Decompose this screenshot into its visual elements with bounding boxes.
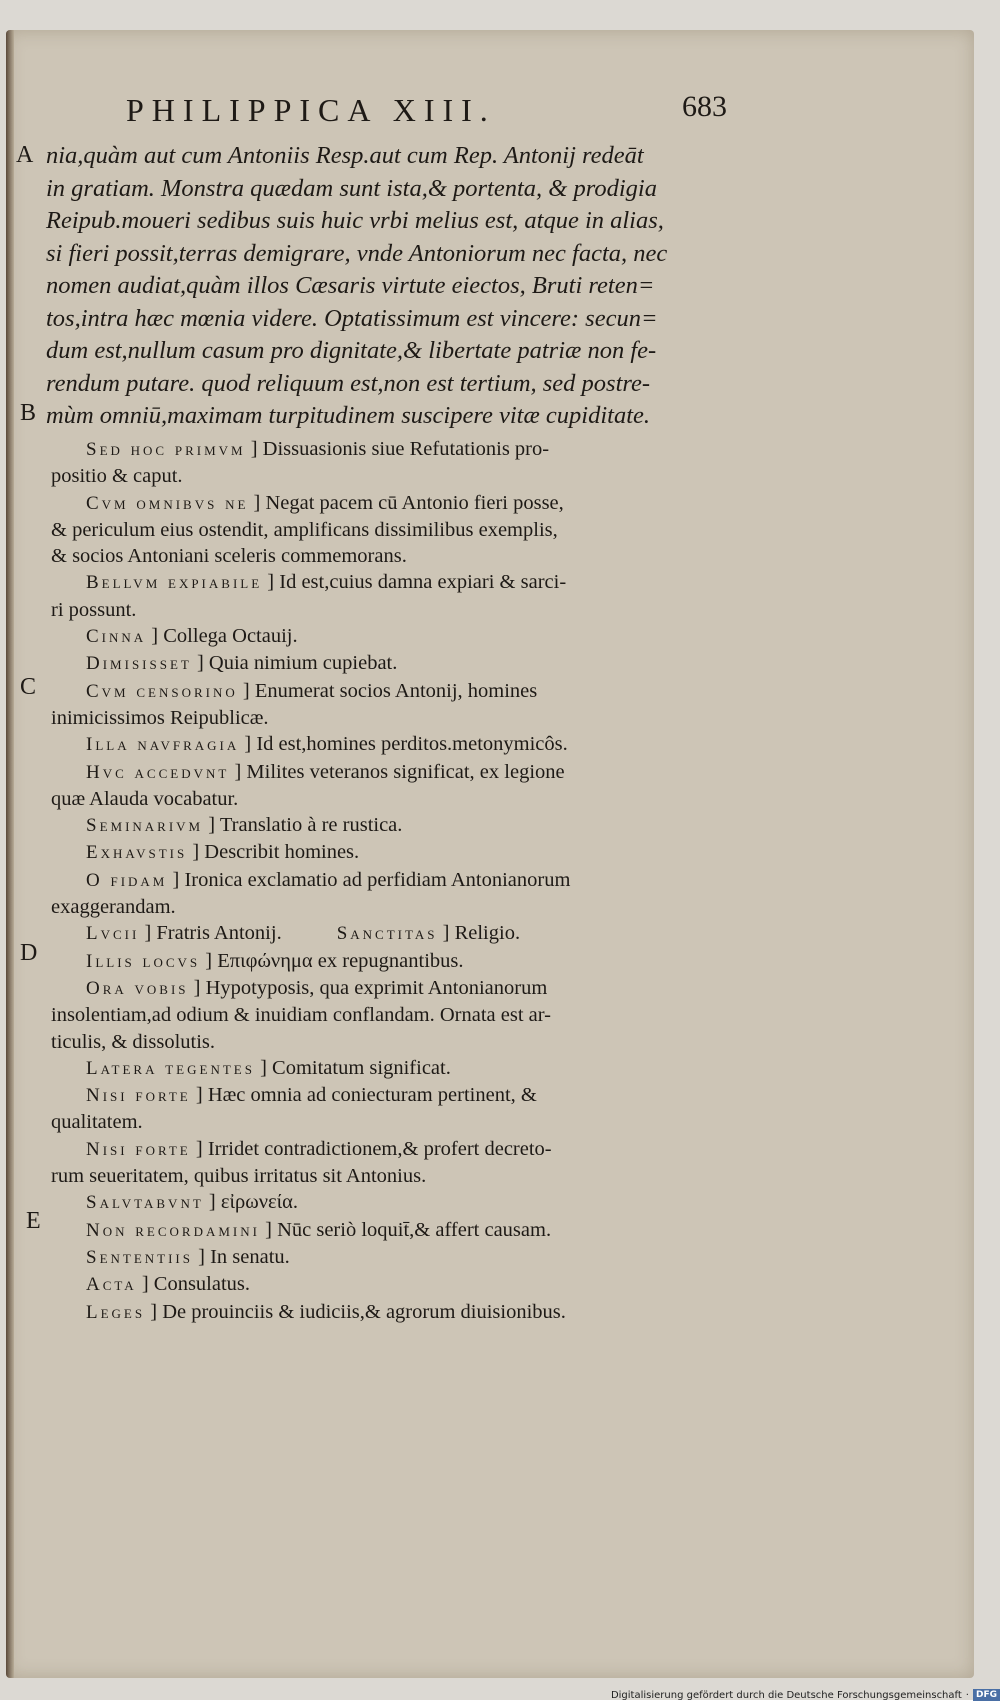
note-entry bbox=[51, 839, 741, 866]
note-line bbox=[51, 786, 741, 812]
note-lemma: Nisi forte bbox=[86, 1138, 191, 1160]
book-page bbox=[6, 30, 974, 1678]
note-line bbox=[51, 812, 741, 839]
note-text: Id est,cuius damna expiari & sarci- bbox=[279, 571, 567, 594]
note-lemma: Sanctitas bbox=[336, 923, 438, 945]
note-text: De prouinciis & iudiciis,& agrorum diuisionibus. bbox=[162, 1300, 566, 1323]
note-entry bbox=[51, 1217, 741, 1244]
main-text-block bbox=[46, 140, 736, 433]
lemma-bracket: ] bbox=[239, 733, 257, 756]
note-text: Fratris Antonij. bbox=[156, 922, 282, 945]
note-lemma: Sed hoc primvm bbox=[86, 439, 246, 460]
note-lemma: Latera tegentes bbox=[86, 1057, 255, 1079]
note-line bbox=[51, 569, 741, 596]
note-text: exaggerandam. bbox=[51, 896, 176, 919]
note-lemma: Bellvm expiabile bbox=[86, 572, 263, 594]
note-lemma: Illa navfragia bbox=[86, 734, 240, 756]
note-text: Consulatus. bbox=[153, 1273, 251, 1296]
note-lemma: Lvcii bbox=[86, 923, 140, 945]
note-entry bbox=[51, 1244, 741, 1271]
note-text: & periculum eius ostendit, amplificans dissimilibus exemplis, bbox=[51, 518, 558, 541]
digitization-footer: Digitalisierung gefördert durch die Deutsche Forschungsgemeinschaft · DFG bbox=[611, 1687, 1000, 1703]
note-line bbox=[51, 678, 741, 705]
note-entry bbox=[51, 436, 741, 490]
note-line bbox=[51, 867, 741, 894]
note-text: In senatu. bbox=[210, 1245, 290, 1268]
note-lemma: Cvm censorino bbox=[86, 680, 238, 702]
note-line bbox=[51, 650, 741, 677]
note-line bbox=[51, 1217, 741, 1244]
main-text-line: tos,intra hæc mœnia videre. Optatissimum est vincere: secun= bbox=[46, 304, 658, 332]
note-lemma: Exhavstis bbox=[86, 842, 188, 864]
main-text-line: nia,quàm aut cum Antoniis Resp.aut cum Rep. Antonij redeāt bbox=[46, 142, 644, 169]
main-text-line: Reipub.moueri sedibus suis huic vrbi melius est, atque in alias, bbox=[46, 207, 664, 234]
note-entry bbox=[51, 759, 741, 813]
note-text: qualitatem. bbox=[51, 1111, 143, 1134]
note-line bbox=[51, 543, 741, 569]
note-line bbox=[51, 1002, 741, 1028]
note-entry bbox=[51, 920, 741, 947]
note-entry bbox=[51, 1136, 741, 1190]
note-lemma: Ora vobis bbox=[86, 977, 189, 999]
note-line bbox=[51, 1189, 741, 1216]
note-line bbox=[51, 517, 741, 543]
note-lemma: O fidam bbox=[86, 869, 168, 891]
main-text-line: dum est,nullum casum pro dignitate,& libertate patriæ non fe- bbox=[46, 337, 657, 364]
note-text: rum seueritatem, quibus irritatus sit Antonius. bbox=[51, 1165, 427, 1188]
lemma-bracket: ] bbox=[259, 1218, 278, 1241]
note-text: positio & caput. bbox=[51, 465, 183, 488]
note-text: insolentiam,ad odium & inuidiam conflandam. Ornata est ar- bbox=[51, 1004, 551, 1027]
note-line bbox=[51, 1109, 741, 1135]
lemma-bracket: ] bbox=[248, 491, 266, 514]
note-text: Id est,homines perditos.metonymicôs. bbox=[256, 733, 568, 756]
note-line bbox=[51, 1029, 741, 1055]
main-text-line: si fieri possit,terras demigrare, vnde Antoniorum nec facta, nec bbox=[46, 239, 668, 267]
commentary-notes bbox=[51, 436, 741, 1326]
note-text: Negat pacem cū Antonio fieri posse, bbox=[265, 491, 564, 514]
note-lemma: Cinna bbox=[86, 626, 147, 648]
note-text: Επιφώνημα ex repugnantibus. bbox=[217, 949, 464, 972]
note-entry bbox=[51, 678, 741, 732]
note-text: ri possunt. bbox=[51, 598, 137, 621]
note-text: Comitatum significat. bbox=[272, 1056, 451, 1079]
lemma-bracket: ] bbox=[190, 1084, 208, 1107]
note-line bbox=[51, 731, 741, 758]
running-header: PHILIPPICA XIII. bbox=[126, 92, 496, 128]
lemma-bracket: ] bbox=[254, 1056, 273, 1079]
note-line bbox=[51, 1136, 741, 1163]
note-entry bbox=[51, 948, 741, 975]
lemma-bracket: ] bbox=[136, 1273, 154, 1296]
margin-letter-b: B bbox=[20, 400, 37, 426]
lemma-bracket: ] bbox=[145, 1300, 163, 1323]
main-text-line: rendum putare. quod reliquum est,non est tertium, sed postre- bbox=[46, 369, 651, 397]
lemma-bracket: ] bbox=[191, 652, 209, 675]
note-text: εἰρωνεία. bbox=[220, 1191, 298, 1214]
note-lemma: Acta bbox=[86, 1274, 137, 1296]
note-entry bbox=[51, 623, 741, 650]
note-entry bbox=[51, 1082, 741, 1136]
note-line bbox=[51, 975, 741, 1002]
note-text: Translatio à re rustica. bbox=[219, 814, 403, 837]
note-entry bbox=[51, 1189, 741, 1216]
note-text: inimicissimos Reipublicæ. bbox=[51, 706, 269, 729]
lemma-bracket: ] bbox=[187, 841, 205, 864]
lemma-bracket: ] bbox=[167, 868, 185, 891]
note-line bbox=[51, 597, 741, 623]
note-text: Describit homines. bbox=[204, 841, 360, 864]
note-text: ticulis, & dissolutis. bbox=[51, 1030, 216, 1053]
lemma-bracket: ] bbox=[188, 976, 206, 999]
lemma-bracket: ] bbox=[437, 922, 455, 945]
note-entry bbox=[51, 1271, 741, 1298]
main-text-line: mùm omniū,maximam turpitudinem suscipere vitæ cupiditate. bbox=[46, 402, 651, 429]
note-text: Milites veteranos significat, ex legione bbox=[246, 760, 565, 783]
note-text: Religio. bbox=[454, 922, 521, 945]
margin-letter-e: E bbox=[26, 1208, 41, 1234]
note-text: Hæc omnia ad coniecturam pertinent, & bbox=[207, 1084, 537, 1107]
note-line bbox=[51, 1244, 741, 1271]
page-number: 683 bbox=[682, 90, 727, 123]
note-text: Irridet contradictionem,& profert decreto- bbox=[207, 1137, 552, 1160]
note-lemma: Sententiis bbox=[86, 1246, 193, 1268]
note-line bbox=[51, 1271, 741, 1298]
note-line bbox=[51, 1163, 741, 1189]
note-text: Nūc seriò loquit̄,& affert causam. bbox=[277, 1218, 552, 1241]
margin-letter-d: D bbox=[20, 940, 38, 966]
note-line bbox=[51, 1299, 741, 1326]
note-lemma: Seminarivm bbox=[86, 815, 204, 837]
note-text: Dissuasionis siue Refutationis pro- bbox=[262, 438, 550, 460]
note-lemma: Nisi forte bbox=[86, 1085, 191, 1107]
main-text-line: in gratiam. Monstra quædam sunt ista,& portenta, & prodigia bbox=[46, 174, 657, 202]
lemma-bracket: ] bbox=[139, 922, 157, 945]
lemma-bracket: ] bbox=[190, 1137, 208, 1160]
note-text: Ironica exclamatio ad perfidiam Antonianorum bbox=[184, 868, 571, 891]
margin-letter-c: C bbox=[20, 674, 37, 700]
note-text: Quia nimium cupiebat. bbox=[208, 652, 398, 675]
note-line bbox=[51, 759, 741, 786]
note-line bbox=[51, 490, 741, 517]
lemma-bracket: ] bbox=[203, 1191, 221, 1214]
lemma-bracket: ] bbox=[200, 949, 218, 972]
note-line bbox=[51, 920, 741, 947]
main-text-line: nomen audiat,quàm illos Cæsaris virtute eiectos, Bruti reten= bbox=[46, 272, 655, 299]
note-line bbox=[51, 463, 741, 489]
page-text bbox=[6, 30, 974, 1678]
note-line bbox=[51, 436, 741, 463]
note-lemma: Illis locvs bbox=[86, 950, 201, 972]
lemma-bracket: ] bbox=[237, 679, 255, 702]
note-line bbox=[51, 1082, 741, 1109]
note-entry bbox=[51, 812, 741, 839]
note-entry bbox=[51, 731, 741, 758]
note-lemma: Cvm omnibvs ne bbox=[86, 492, 249, 514]
margin-letter-a: A bbox=[16, 142, 34, 168]
note-text: Hypotyposis, qua exprimit Antonianorum bbox=[205, 976, 548, 999]
note-line bbox=[51, 894, 741, 920]
note-lemma: Leges bbox=[86, 1301, 146, 1323]
note-lemma: Hvc accedvnt bbox=[86, 761, 230, 783]
note-lemma: Non recordamini bbox=[86, 1219, 260, 1241]
note-entry bbox=[51, 867, 741, 921]
note-entry bbox=[51, 650, 741, 677]
note-lemma: Dimisisset bbox=[86, 653, 192, 675]
note-entry bbox=[51, 490, 741, 570]
note-line bbox=[51, 705, 741, 731]
note-line bbox=[51, 1055, 741, 1082]
note-line bbox=[51, 623, 741, 650]
lemma-bracket: ] bbox=[229, 760, 247, 783]
note-entry bbox=[51, 1299, 741, 1326]
note-line bbox=[51, 948, 741, 975]
footer-text: Digitalisierung gefördert durch die Deutsche Forschungsgemeinschaft bbox=[610, 1689, 962, 1701]
dfg-logo: DFG bbox=[973, 1689, 1000, 1701]
note-text: Collega Octauij. bbox=[163, 625, 298, 648]
note-line bbox=[51, 839, 741, 866]
note-text: Enumerat socios Antonij, homines bbox=[254, 679, 538, 702]
lemma-bracket: ] bbox=[146, 625, 164, 648]
lemma-bracket: ] bbox=[193, 1245, 211, 1268]
note-entry bbox=[51, 975, 741, 1055]
note-entry bbox=[51, 569, 741, 623]
note-text: & socios Antoniani sceleris commemorans. bbox=[51, 545, 407, 568]
lemma-bracket: ] bbox=[203, 814, 220, 837]
note-lemma: Salvtabvnt bbox=[86, 1192, 204, 1214]
note-entry bbox=[51, 1055, 741, 1082]
note-text: quæ Alauda vocabatur. bbox=[51, 787, 239, 810]
lemma-bracket: ] bbox=[262, 571, 280, 594]
lemma-bracket: ] bbox=[245, 438, 263, 460]
